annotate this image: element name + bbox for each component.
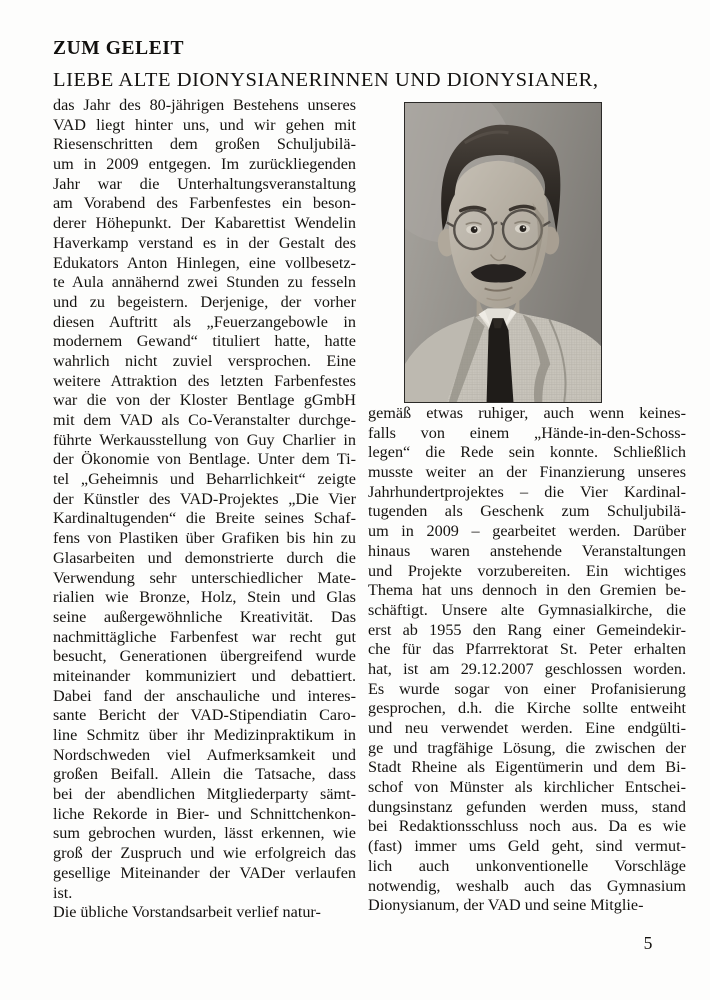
text-line: und Projekte vorzubereiten. Ein wichtiges	[368, 561, 686, 580]
text-line: diesen Auftritt als „Feuerzangebowle in	[53, 312, 356, 331]
text-line: miteinander kommuniziert und debattiert.	[53, 666, 356, 685]
text-line: Dabei fand der anschauliche und interes-	[53, 686, 356, 705]
text-line: Glasarbeiten und demonstrierte durch die	[53, 548, 356, 567]
text-line: Jahr war die Unterhaltungsveranstaltung	[53, 174, 356, 193]
text-line: bei der abendlichen Mitgliederparty sämt-	[53, 785, 356, 804]
text-line: seine außergewöhnliche Kreativität. Das	[53, 607, 356, 626]
right-text-column	[368, 404, 686, 916]
text-line: nachmittägliche Farbenfest war recht gut	[53, 627, 356, 646]
text-line: Verwendung sehr unterschiedlicher Mate-	[53, 568, 356, 587]
text-line: Dionysianum, der VAD und seine Mitglie-	[368, 896, 644, 915]
text-line: derer Höhepunkt. Der Kabarettist Wendelin	[53, 214, 356, 233]
text-line: tugenden als Geschenk zum Schuljubilä-	[368, 502, 686, 521]
text-line: che für das Pfarrrektorat St. Peter erhalten	[368, 640, 686, 659]
text-line: Thema hat uns dennoch in den Gremien be-	[368, 581, 686, 600]
text-line: (fast) immer ums Geld geht, sind vermut-	[368, 837, 686, 856]
text-line: schof von Münster als kirchlicher Entschei-	[368, 778, 686, 797]
text-line: Riesenschritten dem großen Schuljubilä-	[53, 135, 356, 154]
text-line: gesprochen, d.h. die Kirche sollte entweiht	[368, 699, 686, 718]
text-line: fens von Plastiken über Grafiken bis hin zu	[53, 529, 356, 548]
text-line: Nordschweden viel Aufmerksamkeit und	[53, 745, 356, 764]
section-title: ZUM GELEIT	[53, 38, 185, 59]
text-line: Haverkamp verstand es in der Gestalt des	[53, 233, 356, 252]
text-line: liche Rekorde in Bier- und Schnittchenkon-	[53, 804, 356, 823]
text-line: modernem Gewand“ tituliert hatte, hatte	[53, 332, 356, 351]
text-line: bei Redaktionsschluss noch aus. Da es wie	[368, 817, 686, 836]
text-line: Jahrhundertprojektes – die Vier Kardinal-	[368, 482, 686, 501]
text-line: groß der Zuspruch und wie erfolgreich das	[53, 844, 356, 863]
text-line: und neu verwendet werden. Eine endgülti-	[368, 719, 686, 737]
text-line: tel „Geheimnis und Beharrlichkeit“ zeigte	[53, 470, 356, 489]
text-line: hat, ist am 29.12.2007 geschlossen worden.	[368, 659, 686, 678]
text-line: VAD liegt hinter uns, und wir gehen mit	[53, 115, 356, 134]
text-line: das Jahr des 80-jährigen Bestehens unseres	[53, 96, 356, 114]
text-line: führte Werkausstellung von Guy Charlier in	[53, 430, 356, 449]
text-line: ge und tragfähige Lösung, die zwischen der	[368, 738, 686, 757]
text-line: schäftigt. Unsere alte Gymnasialkirche, die	[368, 600, 686, 619]
page-number: 5	[643, 933, 653, 953]
text-line: sum gebrochen wurden, lässt erkennen, wie	[53, 824, 356, 843]
text-line: Stadt Rheine als Eigentümerin und dem Bi-	[368, 758, 686, 777]
text-line: legen“ die Rede sein konnte. Schließlich	[368, 443, 686, 462]
text-line: Die übliche Vorstandsarbeit verlief natur-	[53, 903, 321, 922]
text-line: gesellige Miteinander der VADer verlaufen	[53, 863, 356, 882]
text-line: weitere Attraktion des letzten Farbenfestes	[53, 371, 356, 390]
salutation-heading: LIEBE ALTE DIONYSIANERINNEN UND DIONYSIANER,	[53, 69, 599, 91]
text-line: besucht, Generationen übergreifend wurde	[53, 647, 356, 666]
text-line: lich auch unkonventionelle Vorschläge	[368, 856, 686, 875]
text-line: am Vorabend des Farbenfestes ein beson-	[53, 194, 356, 213]
text-line: ist.	[53, 883, 73, 902]
text-line: wahrlich nicht zuviel versprochen. Eine	[53, 351, 356, 370]
text-line: notwendig, weshalb auch das Gymnasium	[368, 876, 686, 895]
text-line: line Schmitz über ihr Medizinpraktikum in	[53, 726, 356, 744]
text-line: war die von der Kloster Bentlage gGmbH	[53, 391, 356, 410]
text-line: der Künstler des VAD-Projektes „Die Vier	[53, 489, 356, 508]
text-line: gemäß etwas ruhiger, auch wenn keines-	[368, 404, 686, 422]
text-line: Edukators Anton Hinlegen, eine vollbesetz-	[53, 253, 356, 272]
text-line: dungsinstanz gefunden werden muss, stand	[368, 797, 686, 816]
text-line: um in 2009 – gearbeitet werden. Darüber	[368, 522, 686, 541]
text-line: sante Bericht der VAD-Stipendiatin Caro-	[53, 706, 356, 725]
text-line: te Aula annähernd zwei Stunden zu fesseln	[53, 273, 356, 292]
portrait-photo	[404, 102, 602, 403]
text-line: Kardinaltugenden“ die Breite seines Schaf-	[53, 509, 356, 528]
left-text-column	[53, 96, 356, 923]
text-line: musste weiter an der Finanzierung unseres	[368, 463, 686, 482]
text-line: hinaus waren anstehende Veranstaltungen	[368, 541, 686, 560]
text-line: der Ökonomie von Bentlage. Unter dem Ti-	[53, 450, 356, 469]
text-line: Es wurde sogar von einer Profanisierung	[368, 679, 686, 698]
portrait-photo-graphic	[405, 103, 601, 402]
text-line: rialien wie Bronze, Holz, Stein und Glas	[53, 588, 356, 607]
text-line: um in 2009 entgegen. Im zurückliegenden	[53, 155, 356, 174]
text-line: und zu begeistern. Derjenige, der vorher	[53, 292, 356, 311]
text-line: großen Beifall. Allein die Tatsache, dass	[53, 765, 356, 784]
text-line: falls von einem „Hände-in-den-Schoss-	[368, 423, 686, 442]
text-line: erst ab 1955 den Rang einer Gemeindekir-	[368, 620, 686, 639]
text-line: mit dem VAD als Co-Veranstalter durchge-	[53, 411, 356, 429]
